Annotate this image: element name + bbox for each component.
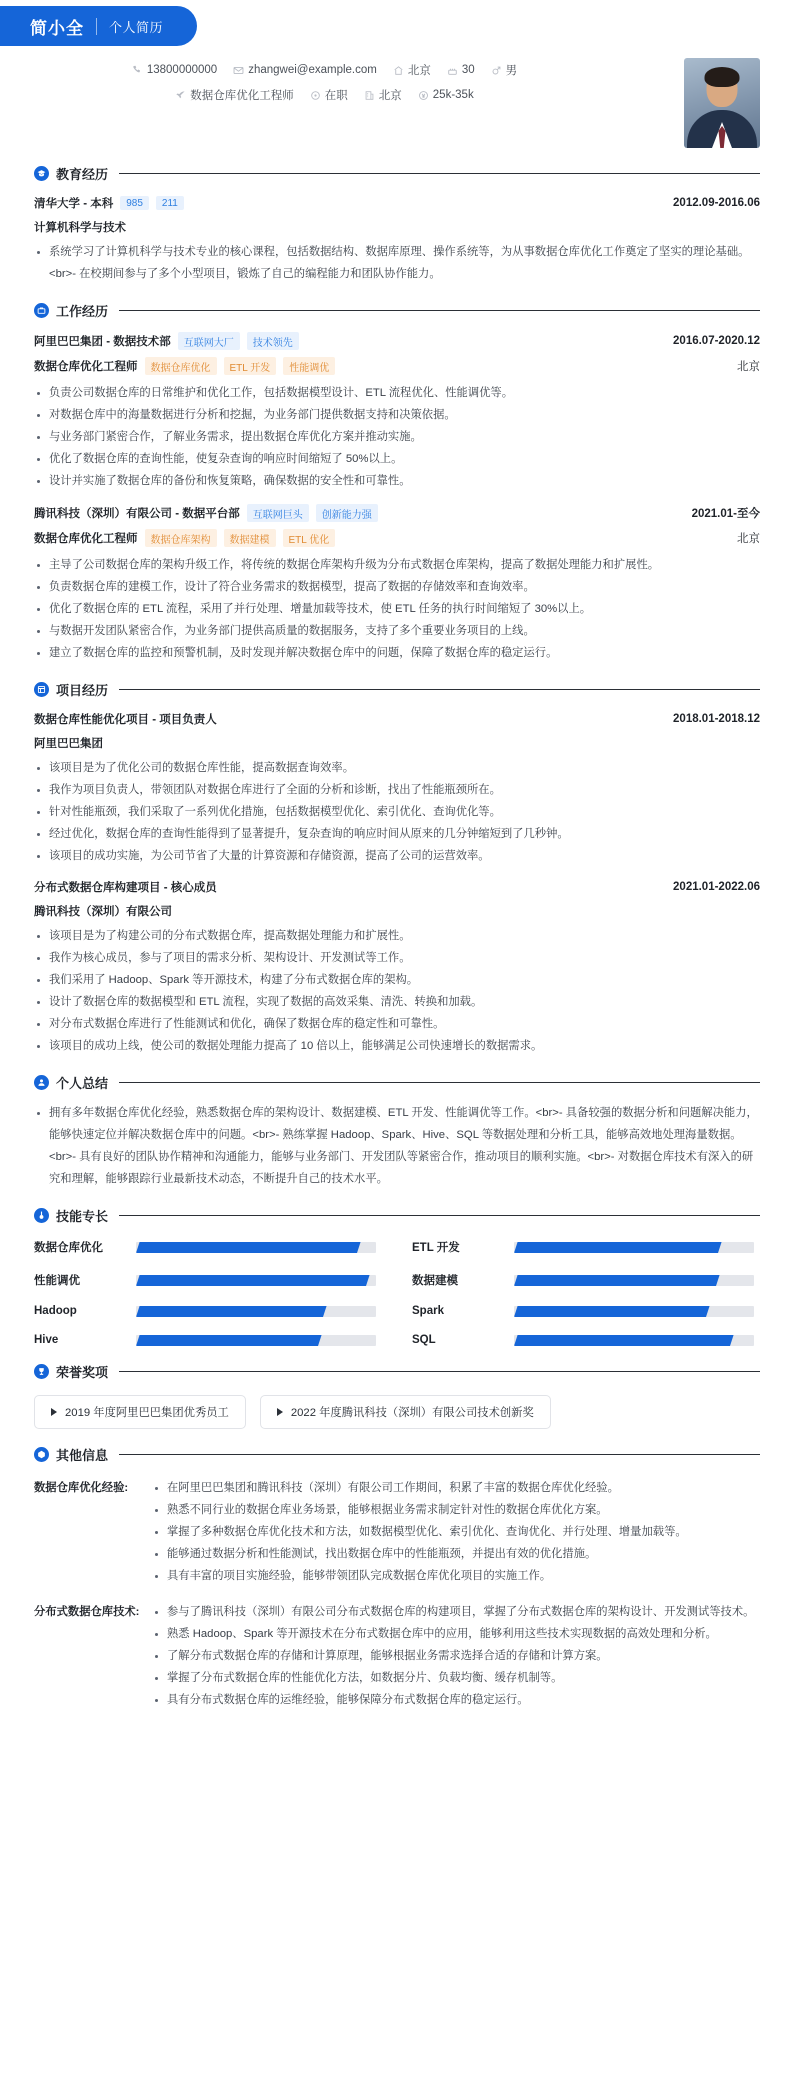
project-icon: [34, 682, 49, 697]
project-header: [34, 680, 760, 699]
other-group-bullets: [152, 1601, 760, 1711]
education-major: 计算机科学与技术: [34, 222, 126, 234]
skill-bar: [514, 1242, 754, 1253]
skill-item: [34, 1334, 382, 1346]
list-item: 该项目的成功实施，为公司节省了大量的计算资源和存储资源，提高了公司的运营效率。: [34, 845, 760, 867]
list-item: 具有丰富的项目实施经验，能够带领团队完成数据仓库优化项目的实施工作。: [152, 1565, 760, 1587]
contact-gender-value: 男: [505, 65, 518, 77]
work-role-row: [34, 357, 760, 375]
skill-bar: [514, 1335, 754, 1346]
skill-item: [412, 1334, 760, 1346]
list-item: 我作为项目负责人，带领团队对数据仓库进行了全面的分析和诊断，找出了性能瓶颈所在。: [34, 779, 760, 801]
list-item: 掌握了多种数据仓库优化技术和方法，如数据模型优化、索引优化、查询优化、并行处理、增量加载等。: [152, 1521, 760, 1543]
work-date: 2016.07-2020.12: [673, 335, 760, 348]
skill-bar: [136, 1242, 376, 1253]
contact-email: [233, 64, 377, 76]
project-item: [34, 711, 760, 867]
summary-rule: [119, 1082, 760, 1083]
skill-item: [34, 1239, 382, 1255]
contact-email-value: zhangwei@example.com: [248, 64, 377, 76]
award-label: 2022 年度腾讯科技（深圳）有限公司技术创新奖: [290, 1407, 534, 1420]
awards-header: [34, 1362, 760, 1381]
work-role-group: [34, 529, 335, 547]
section-skills: [0, 1206, 794, 1346]
work-role-tag: 数据建模: [224, 529, 276, 547]
work-company-tag: 互联网大厂: [178, 332, 240, 350]
list-item: 该项目的成功上线，使公司的数据处理能力提高了 10 倍以上，能够满足公司快速增长的数据需求。: [34, 1035, 760, 1057]
list-item: 对分布式数据仓库进行了性能测试和优化，确保了数据仓库的稳定性和可靠性。: [34, 1013, 760, 1035]
work-role-row: [34, 529, 760, 547]
contact-phone-value: 13800000000: [146, 64, 218, 76]
work-company-row: [34, 504, 760, 522]
list-item: 优化了数据仓库的 ETL 流程，采用了并行处理、增量加载等技术，使 ETL 任务的执行时间缩短了 30%以上。: [34, 598, 760, 620]
award-chip[interactable]: [260, 1395, 551, 1429]
education-school: 清华大学 - 本科: [34, 198, 114, 210]
section-other: [0, 1445, 794, 1710]
list-item: 与业务部门紧密合作，了解业务需求，提出数据仓库优化方案并推动实施。: [34, 426, 760, 448]
play-triangle-icon: [277, 1408, 283, 1416]
list-item: 我作为核心成员，参与了项目的需求分析、架构设计、开发测试等工作。: [34, 947, 760, 969]
candidate-name: 简小全: [30, 18, 84, 38]
project-date: 2021.01-2022.06: [673, 881, 760, 894]
work-company: 阿里巴巴集团 - 数据技术部: [34, 336, 171, 349]
work-company-group: [34, 504, 378, 522]
project-item: [34, 879, 760, 1057]
project-rule: [119, 689, 760, 690]
work-company-row: [34, 332, 760, 350]
list-item: 设计并实施了数据仓库的备份和恢复策略，确保数据的安全性和可靠性。: [34, 470, 760, 492]
cake-icon: [447, 65, 458, 76]
other-rule: [119, 1454, 760, 1455]
skills-header: [34, 1206, 760, 1225]
summary-title: 个人总结: [56, 1076, 109, 1092]
gender-icon: [491, 65, 502, 76]
awards-title: 荣誉奖项: [56, 1365, 109, 1381]
list-item: 参与了腾讯科技（深圳）有限公司分布式数据仓库的构建项目，掌握了分布式数据仓库的架构设计、开发测试等技术。: [152, 1601, 760, 1623]
trophy-icon: [34, 1364, 49, 1379]
contact-age-value: 30: [461, 64, 475, 76]
skill-bar: [136, 1275, 376, 1286]
skill-bar-fill: [136, 1335, 322, 1346]
skill-bar: [136, 1306, 376, 1317]
work-location: 北京: [737, 533, 760, 546]
work-role-tag: 数据仓库优化: [145, 357, 217, 375]
skills-grid: [34, 1239, 760, 1346]
skill-label: Spark: [412, 1305, 444, 1318]
work-title: 工作经历: [56, 304, 109, 320]
work-item: [34, 332, 760, 492]
list-item: 设计了数据仓库的数据模型和 ETL 流程，实现了数据的高效采集、清洗、转换和加载。: [34, 991, 760, 1013]
award-chip[interactable]: [34, 1395, 246, 1429]
banner-divider: [96, 18, 97, 35]
list-item: 优化了数据仓库的查询性能，使复杂查询的响应时间缩短了 50%以上。: [34, 448, 760, 470]
section-work: [0, 301, 794, 664]
skill-bar-fill: [136, 1306, 327, 1317]
education-title: 教育经历: [56, 167, 109, 182]
resume-subtitle: 个人简历: [109, 19, 164, 35]
summary-header: [34, 1073, 760, 1092]
play-triangle-icon: [51, 1408, 57, 1416]
briefcase-icon: [34, 303, 49, 318]
summary-bullets: [34, 1102, 760, 1190]
education-item-header: [34, 195, 760, 211]
skills-rule: [119, 1215, 760, 1216]
skill-label: 数据仓库优化: [34, 1242, 103, 1255]
phone-icon: [132, 65, 143, 76]
contact-status-value: 在职: [324, 90, 348, 102]
skill-label: SQL: [412, 1334, 436, 1347]
work-date: 2021.01-至今: [691, 508, 760, 521]
work-bullets: [34, 382, 760, 492]
list-item: 主导了公司数据仓库的架构升级工作，将传统的数据仓库架构升级为分布式数据仓库架构，提高了数据处理能力和扩展性。: [34, 554, 760, 576]
skill-item: [34, 1272, 382, 1288]
list-item: 能够通过数据分析和性能测试，找出数据仓库中的性能瓶颈，并提出有效的优化措施。: [152, 1543, 760, 1565]
work-role-group: [34, 357, 335, 375]
contact-salary: [418, 89, 474, 101]
work-role: 数据仓库优化工程师: [34, 361, 138, 374]
work-company: 腾讯科技（深圳）有限公司 - 数据平台部: [34, 508, 240, 521]
other-title: 其他信息: [56, 1448, 109, 1464]
list-item: 拥有多年数据仓库优化经验，熟悉数据仓库的架构设计、数据建模、ETL 开发、性能调优等工作。<br>- 具备较强的数据分析和问题解决能力，能够快速定位并解决数据仓库中的问题。<br>- 熟练掌握 Hadoop、Spark、Hive、SQL 等数据处理和分析工具，能够高效地处理海量数据。<br>- 具有良好的团队协作精神和沟通能力，能够与业务部门、开发团队等紧密合作，推动项目的顺利实施。<br>- 对数据仓库技术有深入的研究和理解，能够跟踪行业最新技术动态，不断提升自己的技术水平。: [34, 1102, 760, 1190]
work-company-tag: 技术领先: [247, 332, 299, 350]
contact-jobtitle-value: 数据仓库优化工程师: [190, 90, 294, 102]
section-education: [0, 164, 794, 285]
contact-worklocation: [364, 87, 402, 103]
awards-rule: [119, 1371, 760, 1372]
list-item: 掌握了分布式数据仓库的性能优化方法，如数据分片、负载均衡、缓存机制等。: [152, 1667, 760, 1689]
user-icon: [34, 1075, 49, 1090]
project-item-header: [34, 711, 760, 727]
award-label: 2019 年度阿里巴巴集团优秀员工: [65, 1407, 229, 1420]
education-date: 2012.09-2016.06: [673, 197, 760, 209]
education-bullets: [34, 241, 760, 285]
project-bullets: [34, 757, 760, 867]
skill-bar-fill: [136, 1242, 360, 1253]
work-bullets: [34, 554, 760, 664]
contact-meta: [34, 58, 684, 112]
skill-bar-fill: [514, 1335, 734, 1346]
skill-item: [412, 1272, 760, 1288]
project-title: 项目经历: [56, 683, 109, 699]
other-group-bullets: [152, 1477, 760, 1587]
education-tag: 211: [156, 196, 184, 210]
work-role-tag: 数据仓库架构: [145, 529, 217, 547]
contact-city: [393, 62, 431, 78]
contact-age: [447, 64, 475, 76]
skill-label: 数据建模: [412, 1275, 458, 1288]
avatar: [684, 58, 760, 148]
project-org: 腾讯科技（深圳）有限公司: [34, 906, 172, 919]
list-item: 我们采用了 Hadoop、Spark 等开源技术，构建了分布式数据仓库的架构。: [34, 969, 760, 991]
contact-phone: [132, 64, 217, 76]
salary-icon: [418, 90, 429, 101]
other-header: [34, 1445, 760, 1464]
list-item: 针对性能瓶颈，我们采取了一系列优化措施，包括数据模型优化、索引优化、查询优化等。: [34, 801, 760, 823]
work-rule: [119, 310, 760, 311]
contact-jobtitle: [175, 87, 294, 103]
education-school-group: [34, 195, 184, 211]
section-project: [0, 680, 794, 1057]
skill-item: [412, 1305, 760, 1317]
skill-bar-fill: [514, 1275, 719, 1286]
skill-bar-fill: [514, 1242, 722, 1253]
work-role: 数据仓库优化工程师: [34, 533, 138, 546]
skill-label: Hive: [34, 1334, 59, 1347]
work-company-tag: 互联网巨头: [247, 504, 309, 522]
contact-salary-value: 25k-35k: [432, 89, 474, 101]
project-bullets: [34, 925, 760, 1057]
skill-label: ETL 开发: [412, 1242, 460, 1255]
education-tag: 985: [120, 196, 149, 210]
skill-item: [34, 1305, 382, 1317]
section-awards: [0, 1362, 794, 1429]
project-item-header: [34, 879, 760, 895]
skill-item: [412, 1239, 760, 1255]
other-group-key: 分布式数据仓库技术:: [34, 1605, 140, 1618]
project-date: 2018.01-2018.12: [673, 713, 760, 726]
contact-row-1: [34, 62, 684, 78]
other-group: [34, 1601, 760, 1711]
list-item: 对数据仓库中的海量数据进行分析和挖掘，为业务部门提供数据支持和决策依据。: [34, 404, 760, 426]
list-item: 负责公司数据仓库的日常维护和优化工作，包括数据模型设计、ETL 流程优化、性能调优等。: [34, 382, 760, 404]
education-header: [34, 164, 760, 183]
list-item: 负责数据仓库的建模工作，设计了符合业务需求的数据模型，提高了数据的存储效率和查询效率。: [34, 576, 760, 598]
education-item: [34, 195, 760, 285]
contact-worklocation-value: 北京: [378, 90, 402, 102]
list-item: 熟悉不同行业的数据仓库业务场景，能够根据业务需求制定针对性的数据仓库优化方案。: [152, 1499, 760, 1521]
list-item: 在阿里巴巴集团和腾讯科技（深圳）有限公司工作期间，积累了丰富的数据仓库优化经验。: [152, 1477, 760, 1499]
project-name: 分布式数据仓库构建项目 - 核心成员: [34, 882, 217, 895]
work-company-group: [34, 332, 299, 350]
list-item: 该项目是为了优化公司的数据仓库性能，提高数据查询效率。: [34, 757, 760, 779]
contact-row-2: [34, 87, 684, 103]
education-rule: [119, 173, 760, 174]
work-company-tag: 创新能力强: [316, 504, 378, 522]
home-icon: [393, 65, 404, 76]
project-name: 数据仓库性能优化项目 - 项目负责人: [34, 714, 217, 727]
skill-bar: [514, 1306, 754, 1317]
skills-title: 技能专长: [56, 1209, 109, 1225]
work-location: 北京: [737, 361, 760, 374]
header-banner: [0, 0, 794, 46]
status-icon: [310, 90, 321, 101]
skill-label: 性能调优: [34, 1275, 80, 1288]
avatar-hair: [705, 67, 740, 87]
list-item: 与数据开发团队紧密合作，为业务部门提供高质量的数据服务，支持了多个重要业务项目的上线。: [34, 620, 760, 642]
list-item: 具有分布式数据仓库的运维经验，能够保障分布式数据仓库的稳定运行。: [152, 1689, 760, 1711]
section-summary: [0, 1073, 794, 1190]
other-group: [34, 1477, 760, 1587]
medal-icon: [34, 1208, 49, 1223]
contact-city-value: 北京: [407, 65, 431, 77]
other-group-key: 数据仓库优化经验:: [34, 1482, 129, 1495]
work-header: [34, 301, 760, 320]
contact-status: [310, 87, 348, 103]
building-icon: [364, 90, 375, 101]
list-item: 该项目是为了构建公司的分布式数据仓库，提高数据处理能力和扩展性。: [34, 925, 760, 947]
list-item: 熟悉 Hadoop、Spark 等开源技术在分布式数据仓库中的应用，能够利用这些技术实现数据的高效处理和分析。: [152, 1623, 760, 1645]
skill-bar-fill: [136, 1275, 370, 1286]
mail-icon: [233, 65, 244, 76]
project-org: 阿里巴巴集团: [34, 738, 103, 751]
skill-bar: [136, 1335, 376, 1346]
awards-list: [34, 1395, 760, 1429]
list-item: 建立了数据仓库的监控和预警机制，及时发现并解决数据仓库中的问题，保障了数据仓库的稳定运行。: [34, 642, 760, 664]
skill-bar-fill: [514, 1306, 710, 1317]
contact-block: [0, 46, 794, 148]
list-item: 经过优化，数据仓库的查询性能得到了显著提升，复杂查询的响应时间从原来的几分钟缩短到了几秒钟。: [34, 823, 760, 845]
work-role-tag: 性能调优: [283, 357, 335, 375]
work-item: [34, 504, 760, 664]
skill-bar: [514, 1275, 754, 1286]
name-badge: [0, 6, 197, 46]
skill-label: Hadoop: [34, 1305, 77, 1318]
list-item: 系统学习了计算机科学与技术专业的核心课程，包括数据结构、数据库原理、操作系统等，为从事数据仓库优化工作奠定了坚实的理论基础。<br>- 在校期间参与了多个小型项目，锻炼了自己的编程能力和团队协作能力。: [34, 241, 760, 285]
work-role-tag: ETL 优化: [283, 529, 336, 547]
rocket-icon: [175, 90, 186, 101]
graduation-cap-icon: [34, 166, 49, 181]
contact-gender: [491, 62, 518, 78]
info-icon: [34, 1447, 49, 1462]
work-role-tag: ETL 开发: [224, 357, 277, 375]
list-item: 了解分布式数据仓库的存储和计算原理，能够根据业务需求选择合适的存储和计算方案。: [152, 1645, 760, 1667]
